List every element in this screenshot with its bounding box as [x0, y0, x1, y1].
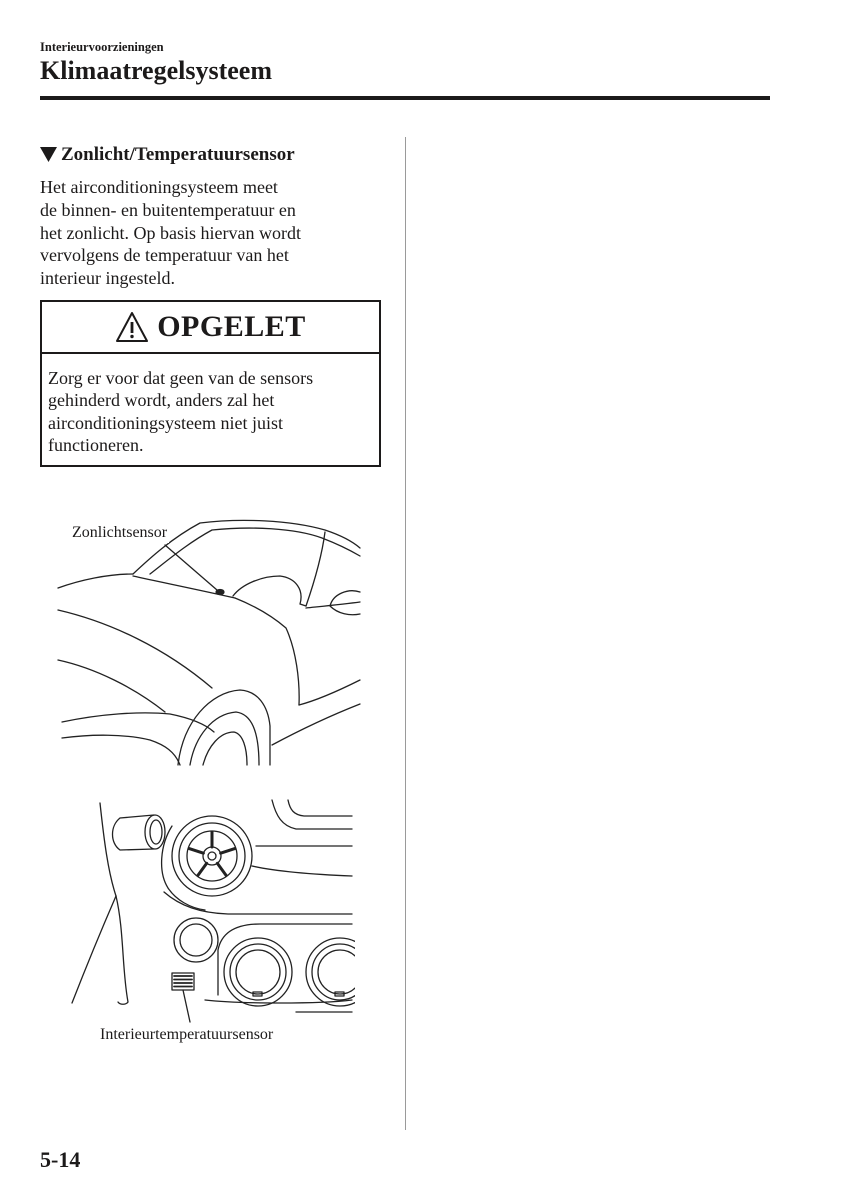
body-side-upper: [306, 602, 360, 608]
warning-icon: [115, 311, 149, 343]
sun-sensor-leader-line: [165, 545, 217, 590]
body-paragraph: [40, 176, 301, 290]
paragraph-line: de binnen- en buitentemperatuur en: [40, 199, 296, 220]
chapter-label: Interieurvoorzieningen: [40, 40, 164, 54]
caution-line: Zorg er voor dat geen van de sensors: [48, 368, 314, 388]
paragraph-line: Het airconditioningsysteem meet: [40, 177, 278, 197]
page-number: 5-14: [40, 1147, 81, 1172]
vent-spoke: [198, 863, 207, 875]
side-crease: [272, 704, 360, 745]
dash-line: [252, 866, 352, 876]
climate-control-knob-left: [224, 938, 292, 1006]
center-panel-inner: [218, 924, 352, 995]
tire-inner: [203, 732, 247, 765]
caution-header: [42, 302, 379, 354]
interior-temperature-sensor: [172, 973, 194, 990]
vent-spoke: [189, 849, 203, 854]
title-rule: [40, 96, 770, 100]
warning-exclamation-bar: [131, 322, 134, 333]
front-lower-edge: [62, 735, 180, 765]
caution-line: gehinderd wordt, anders zal het: [48, 390, 275, 411]
hood-contour: [58, 610, 212, 688]
vent-spoke: [217, 863, 226, 875]
sun-sensor-label: Zonlichtsensor: [72, 524, 168, 541]
page-title: Klimaatregelsysteem: [40, 56, 272, 85]
triangle-down-icon: [40, 147, 57, 162]
caution-box: [40, 300, 381, 467]
vent-hub-center: [208, 852, 216, 860]
fender-crease: [235, 598, 299, 705]
center-panel-top: [164, 892, 352, 914]
column-divider: [405, 137, 406, 1130]
stalk-end-inner: [150, 820, 162, 844]
knob-inner: [180, 924, 212, 956]
caution-line: airconditioningsysteem niet juist: [48, 412, 283, 433]
caution-line: functioneren.: [48, 434, 144, 455]
upper-dash-edge: [272, 800, 352, 829]
paragraph-line: vervolgens de temperatuur van het: [40, 245, 289, 266]
a-pillar: [306, 532, 325, 606]
climate-control-knob-right: [306, 938, 355, 1006]
front-edge: [62, 713, 214, 732]
paragraph-line: het zonlicht. Op basis hiervan wordt: [40, 222, 301, 243]
vent-spoke: [221, 849, 235, 854]
left-lower-panel: [72, 896, 116, 1003]
caution-text: [42, 354, 379, 456]
door-line: [299, 680, 360, 705]
tire-outer: [190, 712, 259, 765]
triangle-down-shape: [40, 147, 57, 162]
left-panel-edge: [100, 803, 116, 896]
car-exterior-illustration: [40, 505, 380, 775]
dashboard-illustration: [60, 795, 355, 1030]
section-heading: Zonlicht/Temperatuursensor: [61, 144, 295, 165]
caution-title: OPGELET: [157, 310, 306, 343]
steering-column-stalk: [113, 815, 166, 850]
knob-inner: [318, 950, 355, 994]
small-control-knob: [174, 918, 218, 962]
console-bottom-edge: [205, 1000, 352, 1003]
upper-dash-edge: [288, 800, 352, 816]
hood-rear-edge: [58, 574, 133, 588]
air-vent: [172, 816, 252, 896]
knob-inner: [236, 950, 280, 994]
paragraph-line: interieur ingesteld.: [40, 268, 175, 288]
interior-sensor-label: Interieurtemperatuursensor: [100, 1026, 274, 1043]
knob-outer: [306, 938, 355, 1006]
hood-contour: [58, 660, 165, 712]
windshield-glass-edge: [150, 528, 360, 574]
wheel-arch: [178, 690, 270, 765]
vent-outer-ring: [172, 816, 252, 896]
left-lower-panel: [116, 896, 128, 1004]
interior-sensor-leader-line: [183, 990, 190, 1022]
warning-exclamation-dot: [131, 335, 134, 338]
